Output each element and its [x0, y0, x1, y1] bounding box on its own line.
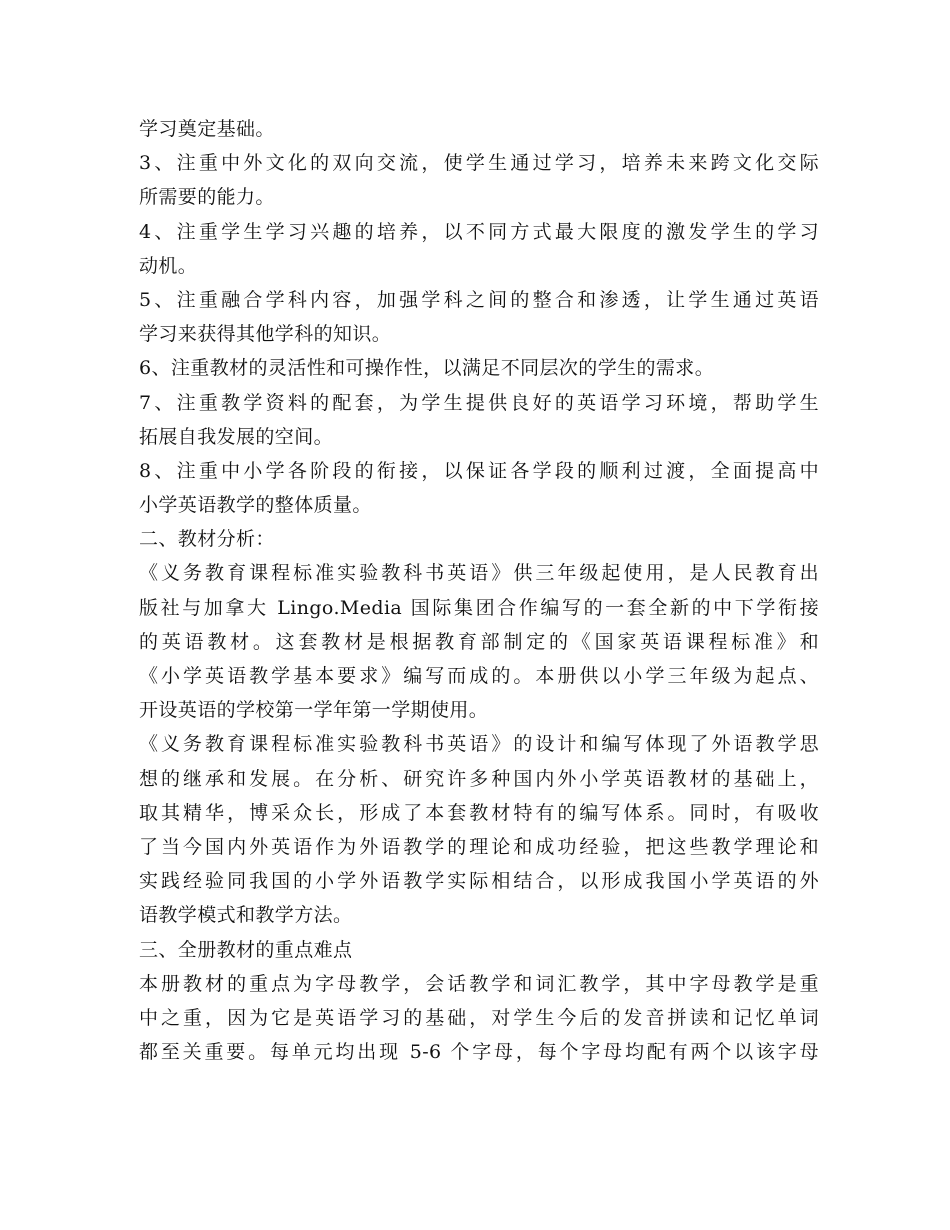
document-page: [139, 112, 819, 1069]
text-line: 取其精华，博采众长，形成了本套教材特有的编写体系。同时，有吸收: [139, 801, 819, 824]
text-line: 8、注重中小学各阶段的衔接，以保证各学段的顺利过渡，全面提高中: [139, 459, 819, 482]
text-line: 学习奠定基础。: [139, 118, 275, 140]
text-line: 4、注重学生学习兴趣的培养，以不同方式最大限度的激发学生的学习: [139, 220, 819, 243]
text-line: 小学英语教学的整体质量。: [139, 494, 372, 517]
text-line: 5、注重融合学科内容，加强学科之间的整合和渗透，让学生通过英语: [139, 288, 819, 311]
text-line: 的英语教材。这套教材是根据教育部制定的《国家英语课程标准》和: [139, 630, 819, 653]
text-line: 所需要的能力。: [139, 186, 275, 209]
text-line: 《义务教育课程标准实验教科书英语》供三年级起使用，是人民教育出: [139, 562, 819, 585]
text-line: 了当今国内外英语作为外语教学的理论和成功经验，把这些教学理论和: [139, 835, 819, 858]
text-line: 拓展自我发展的空间。: [139, 425, 334, 448]
text-line: 本册教材的重点为字母教学，会话教学和词汇教学，其中字母教学是重: [139, 972, 819, 995]
text-line: 版社与加拿大 Lingo.Media 国际集团合作编写的一套全新的中下学衔接: [139, 596, 819, 619]
text-line: 二、教材分析：: [139, 528, 275, 551]
text-line: 3、注重中外文化的双向交流，使学生通过学习，培养未来跨文化交际: [139, 152, 819, 175]
text-line: 语教学模式和教学方法。: [139, 904, 353, 927]
text-line: 6、注重教材的灵活性和可操作性，以满足不同层次的学生的需求。: [139, 357, 715, 380]
text-line: 三、全册教材的重点难点: [139, 938, 353, 961]
text-line: 想的继承和发展。在分析、研究许多种国内外小学英语教材的基础上，: [139, 767, 819, 790]
text-line: 都至关重要。每单元均出现 5-6 个字母，每个字母均配有两个以该字母: [139, 1041, 819, 1064]
text-line: 实践经验同我国的小学外语教学实际相结合，以形成我国小学英语的外: [139, 870, 819, 893]
text-line: 7、注重教学资料的配套，为学生提供良好的英语学习环境，帮助学生: [139, 391, 819, 414]
text-line: 开设英语的学校第一学年第一学期使用。: [139, 699, 489, 722]
text-line: 《义务教育课程标准实验教科书英语》的设计和编写体现了外语教学思: [139, 733, 819, 756]
text-line: 动机。: [139, 254, 198, 277]
text-line: 中之重，因为它是英语学习的基础，对学生今后的发音拼读和记忆单词: [139, 1006, 819, 1029]
text-line: 《小学英语教学基本要求》编写而成的。本册供以小学三年级为起点、: [139, 665, 819, 687]
text-line: 学习来获得其他学科的知识。: [139, 323, 392, 346]
